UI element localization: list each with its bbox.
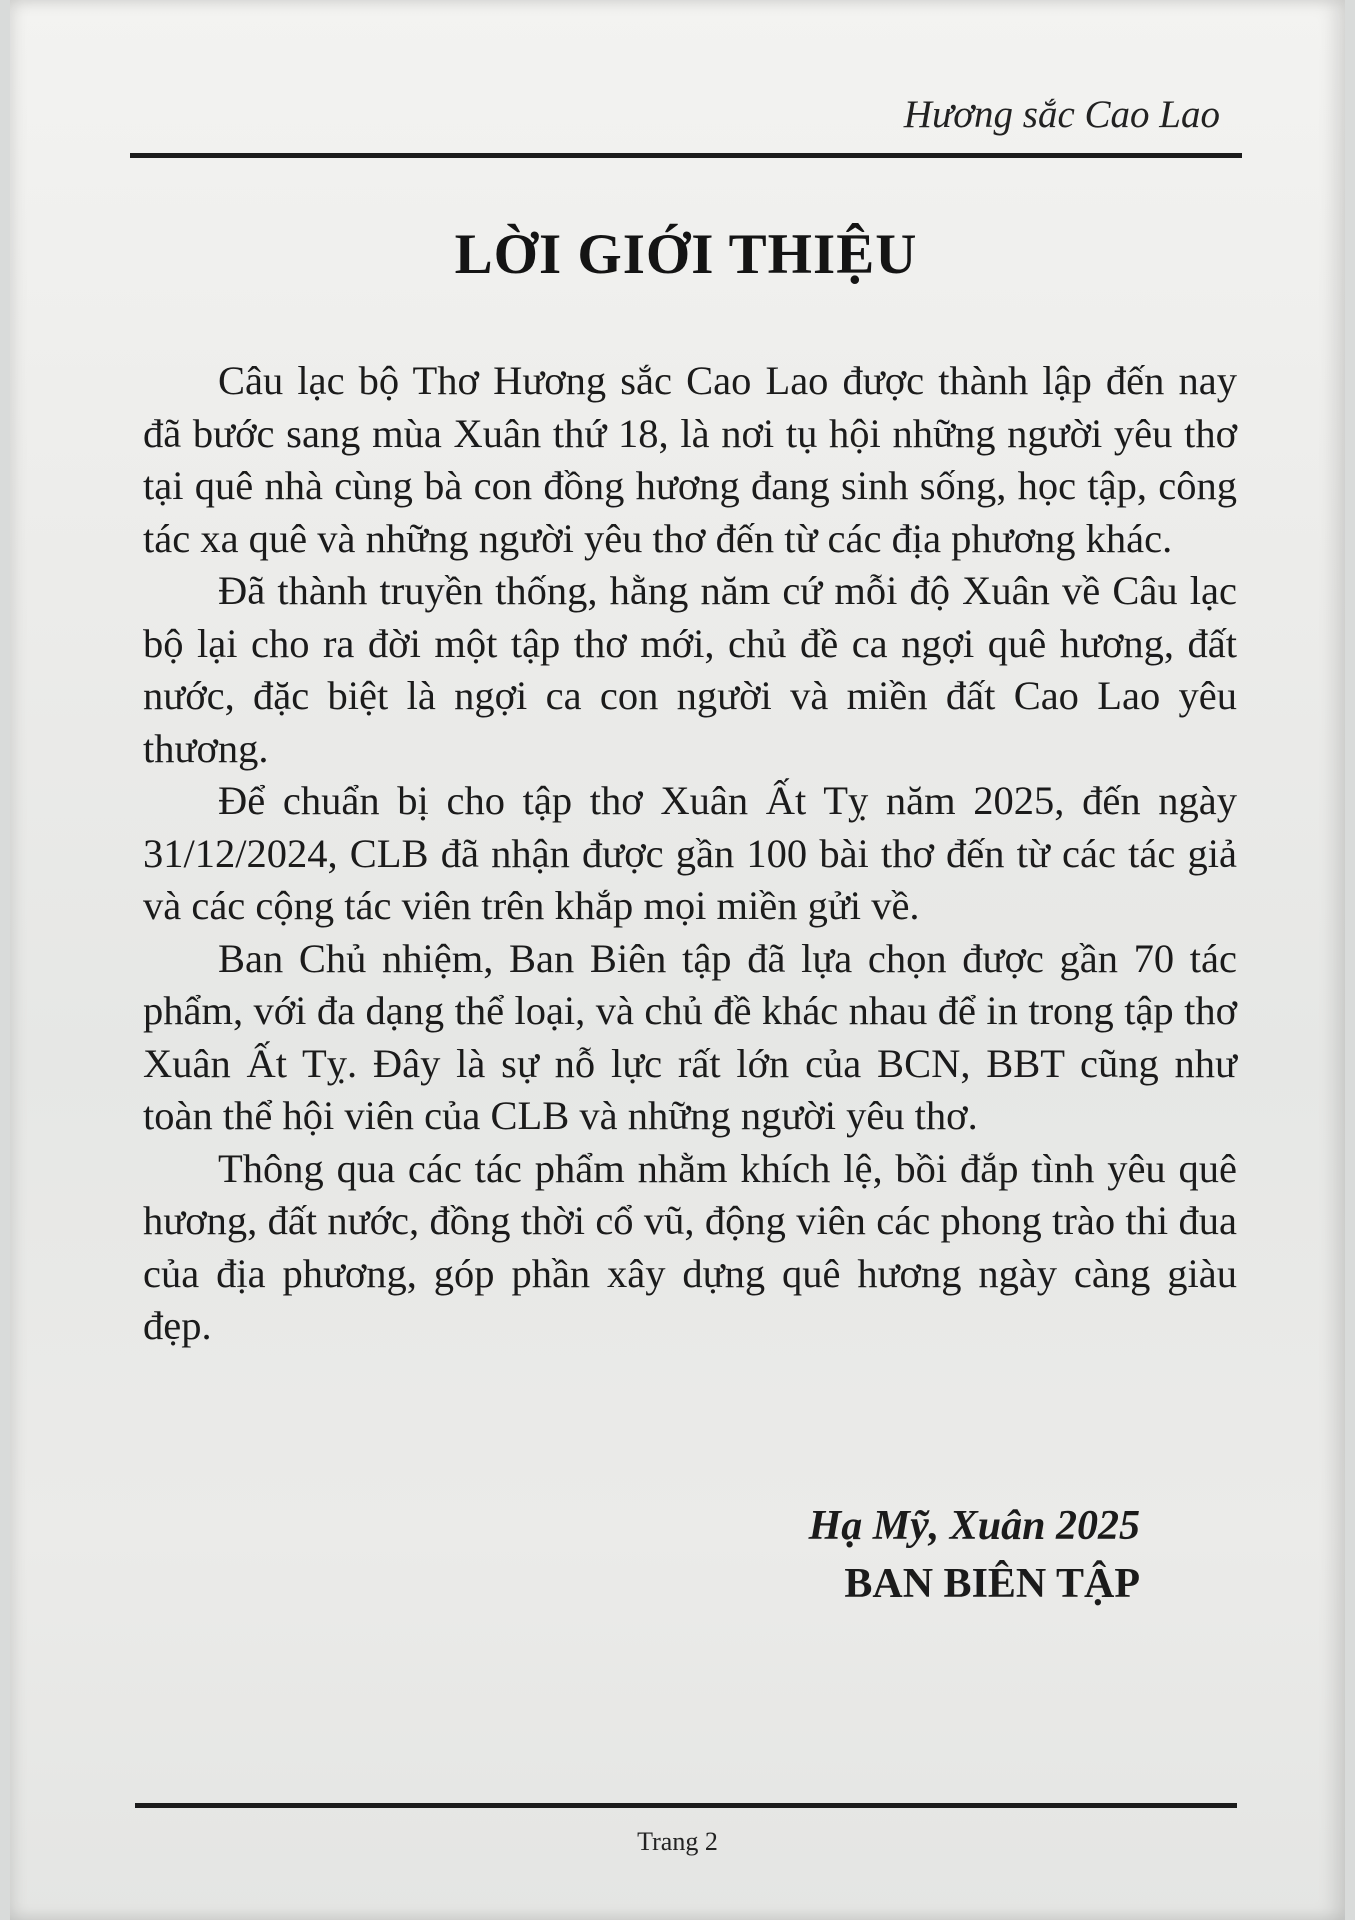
running-header: Hương sắc Cao Lao — [903, 93, 1220, 136]
body-text — [143, 355, 1237, 1353]
page-number: Trang 2 — [637, 1827, 718, 1856]
signature-place-date: Hạ Mỹ, Xuân 2025 — [808, 1503, 1140, 1549]
paragraph-5: Thông qua các tác phẩm nhằm khích lệ, bồi đắp tình yêu quê hương, đất nước, đồng thời cổ vũ, động viên các phong trào thi đua của địa phương, góp phần xây dựng quê hương ngày càng giàu đẹp. — [143, 1145, 1237, 1348]
signature-organization: BAN BIÊN TẬP — [844, 1561, 1140, 1607]
page-title: LỜI GIỚI THIỆU — [454, 223, 918, 286]
footer-rule — [135, 1803, 1237, 1808]
header-rule — [130, 153, 1242, 158]
paragraph-4: Ban Chủ nhiệm, Ban Biên tập đã lựa chọn được gần 70 tác phẩm, với đa dạng thể loại, và chủ đề khác nhau để in trong tập thơ Xuân Ất Tỵ. Đây là sự nỗ lực rất lớn của BCN, BBT cũng như toàn thể hội viên của CLB và những người yêu thơ. — [143, 935, 1237, 1138]
paragraph-3: Để chuẩn bị cho tập thơ Xuân Ất Tỵ năm 2025, đến ngày 31/12/2024, CLB đã nhận được gần 100 bài thơ đến từ các tác giả và các cộng tác viên trên khắp mọi miền gửi về. — [143, 778, 1237, 928]
paragraph-2: Đã thành truyền thống, hằng năm cứ mỗi độ Xuân về Câu lạc bộ lại cho ra đời một tập thơ mới, chủ đề ca ngợi quê hương, đất nước, đặc biệt là ngợi ca con người và miền đất Cao Lao yêu thương. — [143, 568, 1237, 771]
signature-block — [809, 1498, 1140, 1614]
document-page — [10, 0, 1345, 1920]
paragraph-1: Câu lạc bộ Thơ Hương sắc Cao Lao được thành lập đến nay đã bước sang mùa Xuân thứ 18, là nơi tụ hội những người yêu thơ tại quê nhà cùng bà con đồng hương đang sinh sống, học tập, công tác xa quê và những người yêu thơ đến từ các địa phương khác. — [143, 358, 1237, 561]
